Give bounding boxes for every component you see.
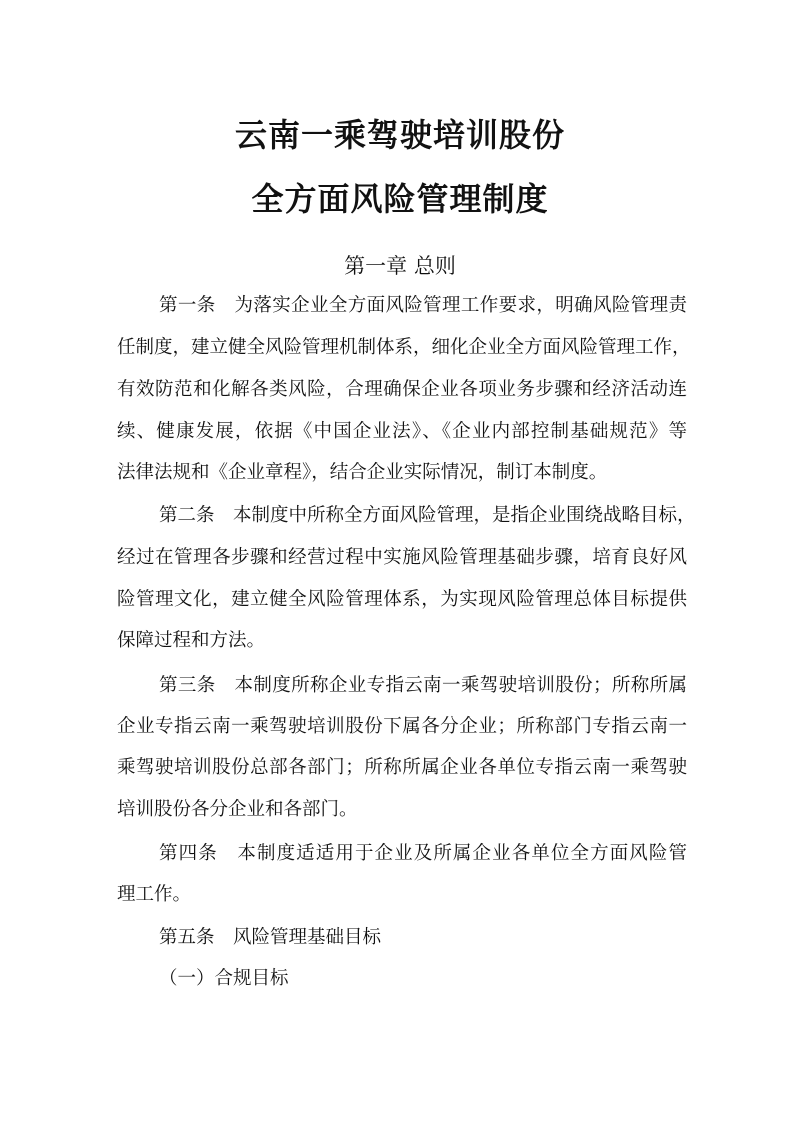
- document-title-line2: 全方面风险管理制度: [251, 180, 549, 218]
- article-4-line-2: 理工作。: [117, 884, 192, 905]
- article-2-line-2: 经过在管理各步骤和经营过程中实施风险管理基础步骤，培育良好风: [117, 547, 687, 568]
- article-3-line-3: 乘驾驶培训股份总部各部门；所称所属企业各单位专指云南一乘驾驶: [117, 757, 687, 778]
- article-1-line-3: 有效防范和化解各类风险，合理确保企业各项业务步骤和经济活动连: [117, 379, 687, 400]
- article-3-line-4: 培训股份各分企业和各部门。: [117, 799, 358, 820]
- article-1-line-5: 法律法规和《企业章程》，结合企业实际情况，制订本制度。: [117, 462, 608, 483]
- article-1-line-1: 第一条 为落实企业全方面风险管理工作要求，明确风险管理责: [159, 295, 687, 316]
- article-1-line-2: 任制度，建立健全风险管理机制体系，细化企业全方面风险管理工作，: [117, 337, 691, 358]
- chapter-heading: 第一章 总则: [344, 254, 456, 278]
- article-5-heading: 第五条 风险管理基础目标: [159, 927, 382, 948]
- article-2-line-3: 险管理文化，建立健全风险管理体系，为实现风险管理总体目标提供: [117, 589, 687, 610]
- document-title-line1: 云南一乘驾驶培训股份: [234, 116, 565, 154]
- article-3-line-2: 企业专指云南一乘驾驶培训股份下属各分企业；所称部门专指云南一: [117, 716, 687, 737]
- article-2-line-4: 保障过程和方法。: [117, 630, 266, 651]
- article-1-line-4: 续、健康发展，依据《中国企业法》、《企业内部控制基础规范》等: [117, 421, 687, 442]
- article-4-line-1: 第四条 本制度适适用于企业及所属企业各单位全方面风险管: [159, 843, 687, 864]
- article-5-item-1: （一）合规目标: [159, 968, 289, 989]
- article-2-line-1: 第二条 本制度中所称全方面风险管理，是指企业围绕战略目标，: [159, 505, 696, 526]
- article-3-line-1: 第三条 本制度所称企业专指云南一乘驾驶培训股份；所称所属: [159, 675, 687, 696]
